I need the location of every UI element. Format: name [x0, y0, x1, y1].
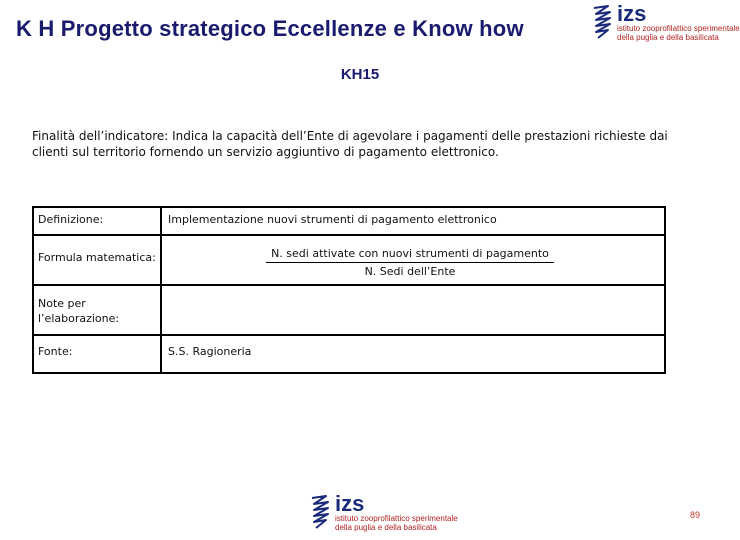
- page-title: K H Progetto strategico Eccellenze e Know how: [16, 16, 524, 41]
- page-number: 89: [690, 510, 701, 520]
- indicator-table: [32, 206, 666, 374]
- logo-word: izs: [617, 1, 647, 26]
- logo-word: izs: [335, 491, 365, 516]
- table-row: [32, 236, 666, 286]
- logo-subtitle: della puglia e della basilicata: [335, 523, 437, 532]
- table-row: [32, 206, 666, 236]
- indicator-code: KH15: [340, 66, 380, 83]
- formula-fraction: [266, 246, 554, 279]
- notes-value: [162, 286, 664, 334]
- table-row: [32, 336, 666, 374]
- izs-emblem-icon: [308, 494, 332, 532]
- logo-subtitle: della puglia e della basilicata: [617, 33, 719, 42]
- notes-label: Note per l’elaborazione:: [34, 286, 162, 334]
- source-label: Fonte:: [34, 336, 162, 372]
- source-value: S.S. Ragioneria: [168, 345, 252, 358]
- indicator-purpose: Finalità dell’indicatore: Indica la capacità dell’Ente di agevolare i pagamenti delle prestazioni richieste dai clienti sul territorio fornendo un servizio aggiuntivo di pagamento elettronico.: [32, 129, 668, 159]
- table-row: [32, 286, 666, 336]
- logo-subtitle: istituto zooprofilattico sperimentale: [335, 514, 458, 523]
- formula-denominator: N. Sedi dell’Ente: [364, 265, 456, 278]
- logo-subtitle: istituto zooprofilattico sperimentale: [617, 24, 740, 33]
- definition-value: Implementazione nuovi strumenti di pagamento elettronico: [168, 213, 497, 226]
- izs-footer-logo: [308, 491, 458, 532]
- formula-label: Formula matematica:: [34, 236, 162, 284]
- formula-value: [162, 236, 664, 284]
- izs-emblem-icon: [590, 4, 614, 42]
- izs-logo: [590, 1, 740, 42]
- definition-label: Definizione:: [34, 208, 162, 234]
- formula-numerator: N. sedi attivate con nuovi strumenti di pagamento: [266, 246, 554, 263]
